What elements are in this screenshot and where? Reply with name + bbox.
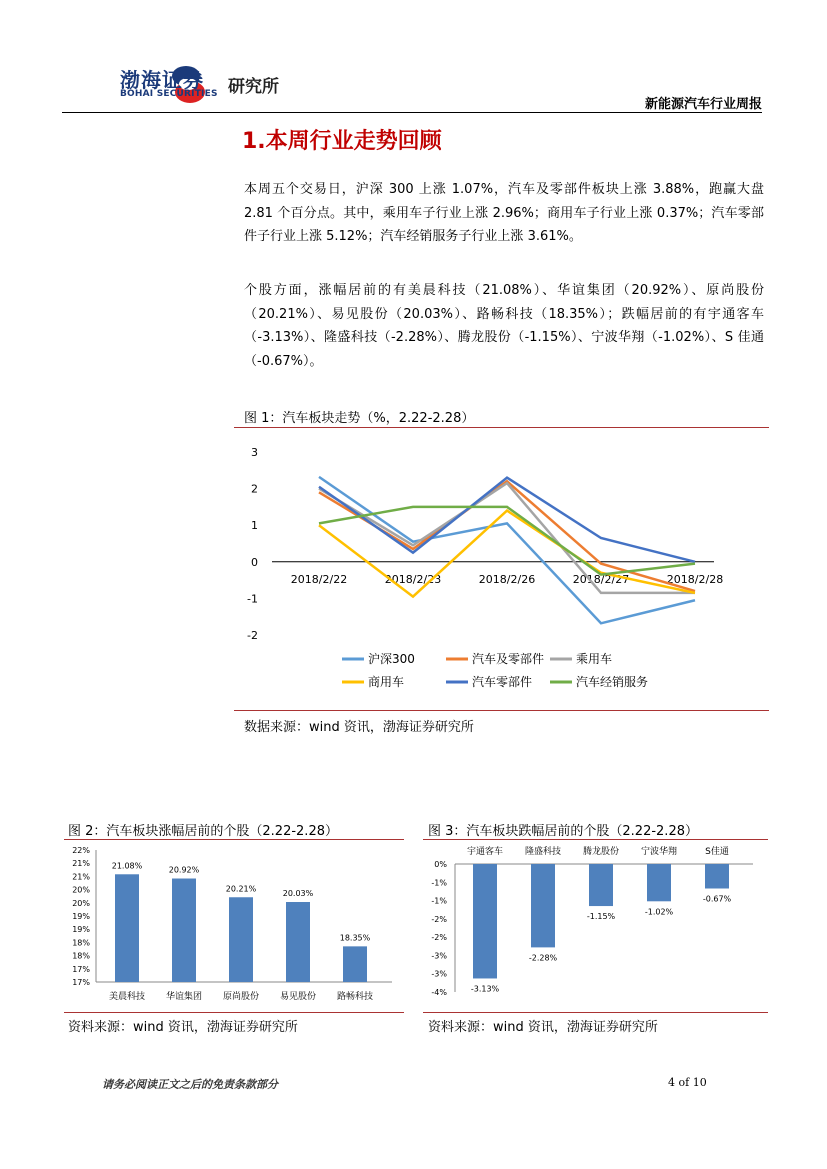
figure2-source: 资料来源：wind 资讯，渤海证券研究所 (68, 1020, 298, 1035)
y-tick-label: -1 (247, 592, 258, 606)
x-tick-label: 美晨科技 (108, 992, 146, 1002)
x-tick-label: 华谊集团 (165, 992, 203, 1002)
figure1-bottom-rule (234, 710, 769, 711)
bar (531, 864, 555, 947)
page-of: of (678, 1076, 690, 1089)
logo-english-name: BOHAI SECURITIES (120, 89, 218, 99)
data-label: 20.03% (282, 889, 314, 899)
paragraph-stock-summary: 个股方面，涨幅居前的有美晨科技（21.08%）、华谊集团（20.92%）、原尚股份（20.21%）、易见股份（20.03%）、路畅科技（18.35%）；跌幅居前的有宇通客车（-3.13%）、隆盛科技（-2.28%）、腾龙股份（-1.15%）、宁波华翔（-1.02%）、S 佳通（-0.67%）。 (244, 283, 764, 369)
top-losers-bar-chart (423, 842, 768, 1010)
figure3-bottom-rule (423, 1012, 768, 1013)
legend-label: 沪深300 (368, 652, 415, 666)
y-tick-label: -3% (431, 951, 447, 961)
y-tick-label: -2% (431, 933, 447, 943)
legend-label: 商用车 (368, 675, 405, 689)
legend-label: 汽车及零部件 (472, 652, 545, 666)
data-label: 18.35% (339, 933, 371, 943)
y-tick-label: 18% (72, 951, 90, 961)
y-tick-label: 2 (251, 482, 258, 496)
legend-label: 汽车经销服务 (576, 675, 649, 689)
x-tick-label: 2018/2/22 (290, 572, 348, 586)
y-tick-label: -2 (247, 629, 258, 642)
figure1-source: 数据来源：wind 资讯，渤海证券研究所 (244, 720, 474, 735)
figure1-top-rule (234, 427, 769, 428)
x-tick-label: 易见股份 (279, 992, 317, 1002)
bar (343, 946, 367, 982)
data-label: -1.15% (586, 912, 616, 922)
series-line (319, 478, 695, 562)
top-gainers-bar-chart (64, 842, 404, 1010)
bar (705, 864, 729, 889)
y-tick-label: -1% (431, 896, 447, 906)
bar (589, 864, 613, 906)
data-label: -3.13% (470, 984, 500, 994)
paragraph-market-summary: 本周五个交易日，沪深 300 上涨 1.07%，汽车及零部件板块上涨 3.88%，跑赢大盘 2.81 个百分点。其中，乘用车子行业上涨 2.96%；商用车子行业上涨 0.37%；汽车零部件子行业上涨 5.12%；汽车经销服务子行业上涨 3.61%。 (244, 182, 764, 244)
logo-department: 研究所 (228, 77, 279, 97)
figure2-bottom-rule (64, 1012, 404, 1013)
y-tick-label: 22% (72, 846, 90, 855)
bar (172, 879, 196, 982)
header-divider (62, 112, 762, 113)
sector-trend-line-chart (234, 430, 769, 708)
y-tick-label: 3 (251, 446, 258, 459)
bar (115, 874, 139, 982)
x-tick-label: 2018/2/28 (666, 572, 724, 586)
y-tick-label: 19% (72, 925, 90, 935)
y-tick-label: 20% (72, 885, 90, 895)
y-tick-label: 1 (251, 519, 258, 533)
page-total: 10 (692, 1076, 707, 1089)
y-tick-label: 21% (72, 872, 90, 882)
logo-chinese-name: 渤海证券 (120, 68, 204, 92)
y-tick-label: -3% (431, 969, 447, 979)
legend-label: 乘用车 (576, 652, 613, 666)
bar (229, 897, 253, 982)
x-tick-label: 2018/2/27 (572, 572, 630, 586)
data-label: -2.28% (528, 953, 558, 963)
page-current: 4 (668, 1076, 675, 1089)
x-tick-label: 原尚股份 (222, 992, 260, 1002)
section-title: 1.本周行业走势回顾 (242, 129, 442, 154)
legend-label: 汽车零部件 (472, 675, 533, 689)
y-tick-label: 17% (72, 978, 90, 987)
y-tick-label: -2% (431, 914, 447, 924)
y-tick-label: 0% (434, 860, 447, 869)
series-line (319, 477, 695, 623)
bar (647, 864, 671, 901)
figure2-top-rule (64, 839, 404, 840)
x-tick-label: 2018/2/26 (478, 572, 536, 586)
y-tick-label: 17% (72, 964, 90, 974)
y-tick-label: 19% (72, 912, 90, 921)
figure2-caption: 图 2：汽车板块涨幅居前的个股（2.22-2.28） (68, 824, 338, 839)
page-number (668, 1076, 707, 1089)
figure3-caption: 图 3：汽车板块跌幅居前的个股（2.22-2.28） (428, 824, 698, 839)
x-tick-label: S佳通 (705, 847, 729, 857)
x-tick-label: 路畅科技 (336, 992, 374, 1002)
data-label: 21.08% (111, 861, 143, 871)
bar (473, 864, 497, 978)
y-tick-label: -4% (431, 988, 447, 997)
bar (286, 902, 310, 982)
figure1-caption: 图 1：汽车板块走势（%，2.22-2.28） (244, 411, 475, 426)
y-tick-label: -1% (431, 878, 447, 888)
figure3-top-rule (423, 839, 768, 840)
x-tick-label: 腾龙股份 (582, 847, 620, 857)
report-name: 新能源汽车行业周报 (644, 97, 762, 112)
data-label: -0.67% (702, 894, 732, 904)
x-tick-label: 宁波华翔 (640, 847, 678, 857)
x-tick-label: 2018/2/23 (384, 572, 442, 586)
x-tick-label: 隆盛科技 (524, 847, 562, 857)
data-label: -1.02% (644, 907, 674, 917)
data-label: 20.92% (168, 865, 200, 875)
y-tick-label: 20% (72, 898, 90, 908)
figure3-source: 资料来源：wind 资讯，渤海证券研究所 (428, 1020, 658, 1035)
y-tick-label: 18% (72, 938, 90, 948)
y-tick-label: 0 (251, 555, 258, 569)
x-tick-label: 宇通客车 (466, 847, 504, 857)
y-tick-label: 21% (72, 859, 90, 869)
disclaimer-note: 请务必阅读正文之后的免责条款部分 (102, 1078, 278, 1091)
data-label: 20.21% (225, 884, 257, 894)
